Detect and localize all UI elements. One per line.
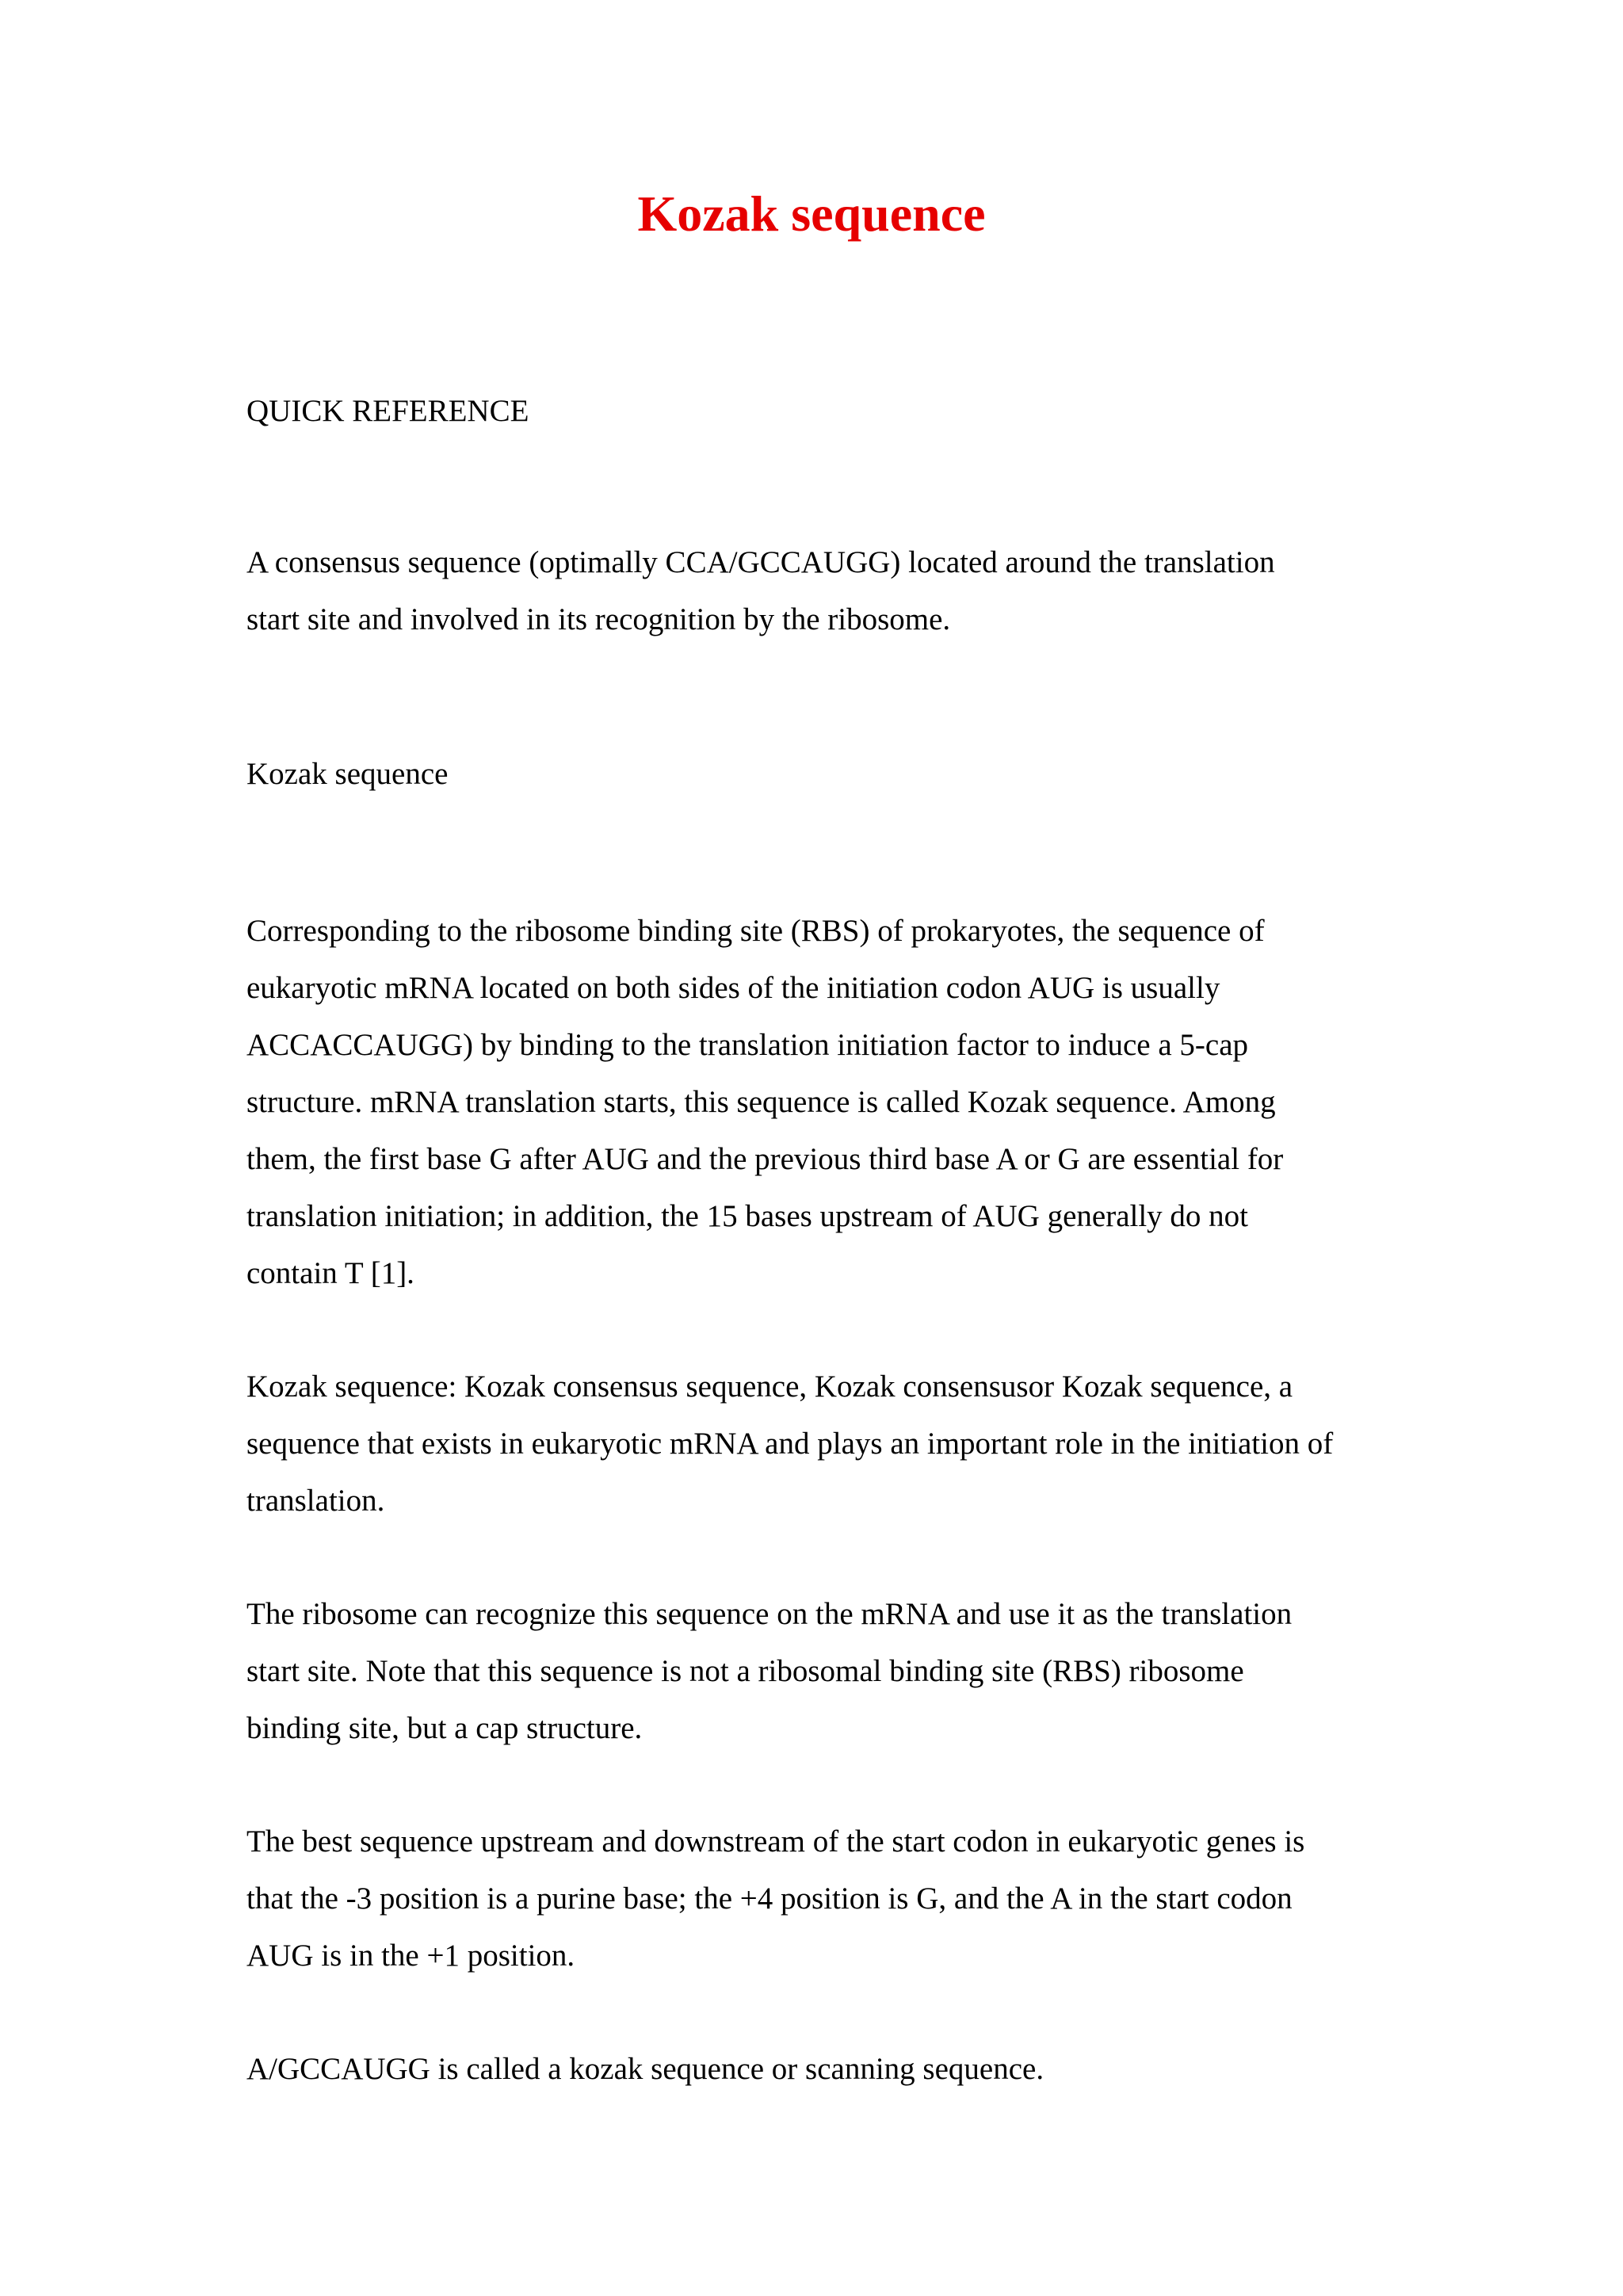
text-line: Corresponding to the ribosome binding site (RBS) of prokaryotes, the sequence of (246, 914, 1265, 948)
body-paragraph-5 (246, 2041, 1396, 2098)
text-line: translation initiation; in addition, the 15 bases upstream of AUG generally do not (246, 1199, 1249, 1233)
text-line: sequence that exists in eukaryotic mRNA and plays an important role in the initiation of (246, 1427, 1334, 1461)
kozak-sequence-heading (246, 746, 1396, 803)
text-line: AUG is in the +1 position. (246, 1939, 575, 1973)
text-line: translation. (246, 1484, 385, 1518)
quick-reference-heading (246, 383, 1396, 440)
text-line: them, the first base G after AUG and the previous third base A or G are essential for (246, 1142, 1284, 1176)
text-line: eukaryotic mRNA located on both sides of the initiation codon AUG is usually (246, 971, 1220, 1005)
definition-paragraph (246, 534, 1396, 648)
text-line: The ribosome can recognize this sequence on the mRNA and use it as the translation (246, 1597, 1293, 1631)
text-line: Kozak sequence (246, 757, 449, 791)
body-paragraph-3 (246, 1586, 1396, 1757)
text-line: structure. mRNA translation starts, this sequence is called Kozak sequence. Among (246, 1085, 1276, 1119)
text-line: start site. Note that this sequence is not a ribosomal binding site (RBS) ribosome (246, 1654, 1244, 1688)
page-title: Kozak sequence (637, 185, 986, 242)
text-line: binding site, but a cap structure. (246, 1711, 643, 1745)
text-line: A consensus sequence (optimally CCA/GCCAUGG) located around the translation (246, 545, 1275, 579)
body-paragraph-4 (246, 1813, 1396, 1985)
text-line: A/GCCAUGG is called a kozak sequence or scanning sequence. (246, 2052, 1044, 2086)
text-line: contain T [1]. (246, 1256, 414, 1290)
text-line: QUICK REFERENCE (246, 394, 529, 428)
body-paragraph-1 (246, 903, 1396, 1302)
body-paragraph-2 (246, 1358, 1396, 1530)
text-line: Kozak sequence: Kozak consensus sequence, Kozak consensusor Kozak sequence, a (246, 1370, 1293, 1404)
text-line: ACCACCAUGG) by binding to the translation initiation factor to induce a 5-cap (246, 1028, 1249, 1062)
text-line: start site and involved in its recognition by the ribosome. (246, 602, 951, 636)
text-line: that the -3 position is a purine base; the +4 position is G, and the A in the start codon (246, 1881, 1293, 1916)
text-line: The best sequence upstream and downstream of the start codon in eukaryotic genes is (246, 1824, 1305, 1859)
